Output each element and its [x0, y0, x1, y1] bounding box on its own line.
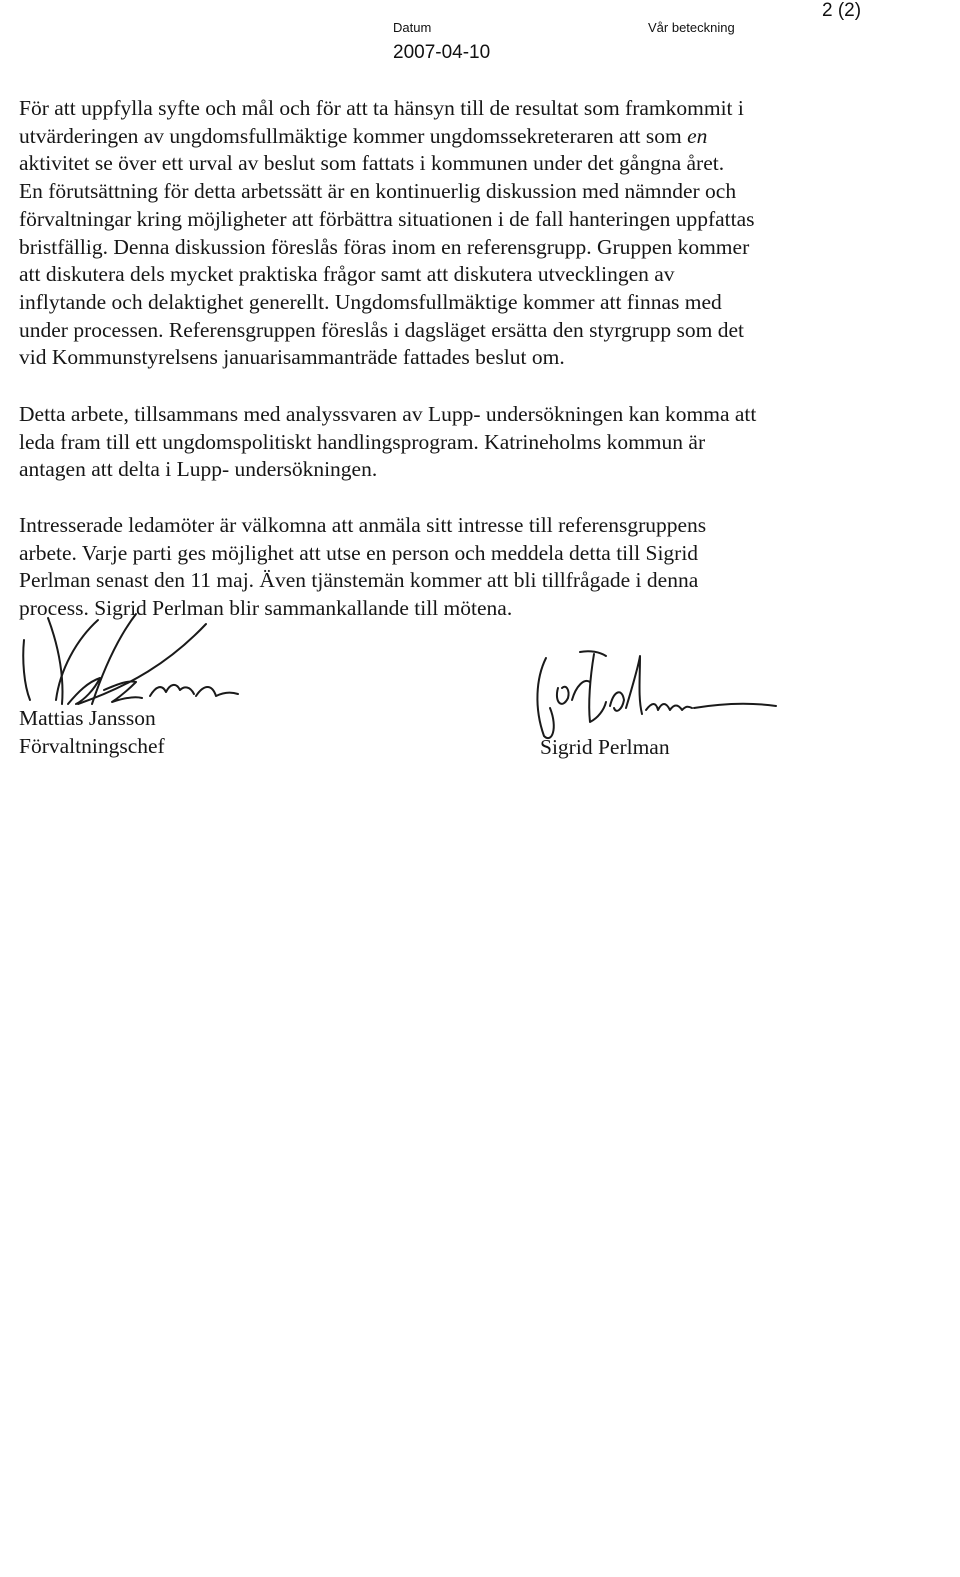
text-line: En förutsättning för detta arbetssätt är en kontinuerlig diskussion med nämnder och [19, 179, 737, 204]
text-line: För att uppfylla syfte och mål och för att ta hänsyn till de resultat som framkommit i [19, 96, 744, 120]
signature-sigrid-perlman [528, 648, 788, 748]
italic-word: en [687, 123, 708, 148]
text-line: under processen. Referensgruppen föreslås i dagsläget ersätta den styrgrupp som det [19, 317, 745, 342]
date-label: Datum [393, 20, 432, 35]
text-line: aktivitet se över ett urval av beslut som fattats i kommunen under det gångna året. [19, 151, 725, 176]
text-line: arbete. Varje parti ges möjlighet att utse en person och meddela detta till Sigrid [19, 540, 699, 565]
text-line: inflytande och delaktighet generellt. Ungdomsfullmäktige kommer att finnas med [19, 289, 722, 314]
text-line: leda fram till ett ungdomspolitiskt handlingsprogram. Katrineholms kommun är [19, 429, 706, 454]
paragraph-2 [19, 401, 949, 484]
text-line: antagen att delta i Lupp- undersökningen. [19, 457, 378, 482]
text-line: Perlman senast den 11 maj. Även tjänstemän kommer att bli tillfrågade i denna [19, 568, 699, 593]
reference-label: Vår beteckning [648, 20, 735, 35]
page-number: 2 (2) [822, 0, 862, 21]
text-line: Intresserade ledamöter är välkomna att anmäla sitt intresse till referensgruppens [19, 513, 707, 537]
paragraph-1 [19, 95, 949, 372]
text-line: vid Kommunstyrelsens januarisammanträde fattades beslut om. [19, 345, 565, 370]
text-line: att diskutera dels mycket praktiska frågor samt att diskutera utvecklingen av [19, 262, 675, 287]
signatory-name-left: Mattias Jansson [19, 706, 156, 730]
text-segment: utvärderingen av ungdomsfullmäktige kommer ungdomssekreteraren att som [19, 123, 682, 148]
text-line: förvaltningar kring möjligheter att förbättra situationen i de fall hanteringen uppfattas [19, 206, 755, 231]
text-line [19, 123, 949, 151]
text-line: Detta arbete, tillsammans med analyssvaren av Lupp- undersökningen kan komma att [19, 402, 757, 426]
text-line: process. Sigrid Perlman blir sammankallande till mötena. [19, 596, 513, 621]
document-date: 2007-04-10 [393, 42, 491, 63]
signatory-title-left: Förvaltningschef [19, 734, 165, 758]
text-line: bristfällig. Denna diskussion föreslås föras inom en referensgrupp. Gruppen kommer [19, 234, 750, 259]
signatory-name-right: Sigrid Perlman [540, 735, 670, 759]
